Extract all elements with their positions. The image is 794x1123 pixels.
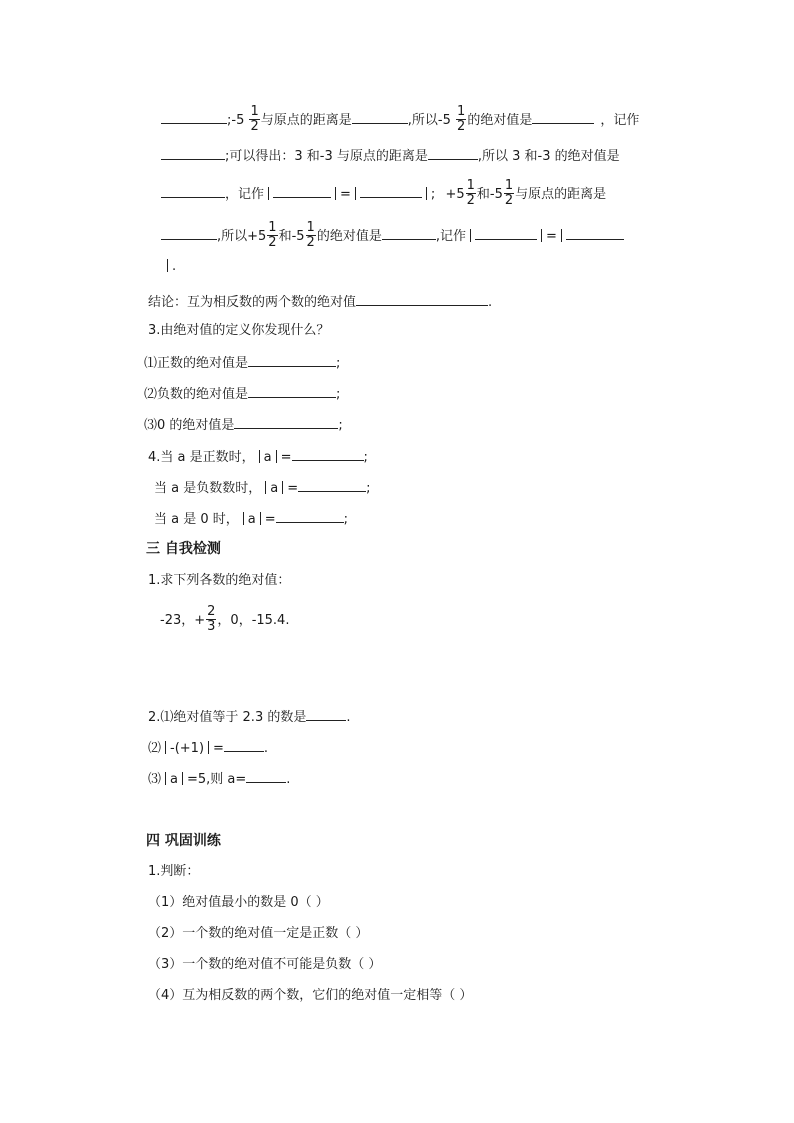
- text: ;-5: [227, 113, 245, 128]
- blank: [306, 706, 346, 721]
- absolute-value-bar: [426, 187, 427, 200]
- blank: [382, 225, 436, 240]
- section-4-item-2: （2）一个数的绝对值一定是正数（ ）: [148, 926, 369, 941]
- fraction-numerator: 1: [250, 104, 259, 119]
- fraction-numerator: 1: [268, 220, 277, 235]
- fraction-half: [267, 221, 277, 250]
- text: a: [270, 481, 279, 496]
- blank: [532, 109, 594, 124]
- absolute-value-bar: [541, 229, 542, 242]
- text: ;: [336, 387, 341, 402]
- text-line-1: [161, 106, 639, 135]
- blank: [566, 225, 624, 240]
- absolute-value-bar: [268, 187, 269, 200]
- absolute-value-bar: [276, 450, 277, 463]
- absolute-value-bar: [165, 772, 166, 785]
- section-3-question-2-line-1: [148, 706, 350, 728]
- text: ;: [336, 356, 341, 371]
- text: -(+1): [170, 741, 205, 756]
- text: .: [286, 772, 291, 787]
- text-line-3: [161, 180, 606, 209]
- absolute-value-bar: [470, 229, 471, 242]
- absolute-value-bar: [243, 512, 244, 525]
- absolute-value-bar: [265, 481, 266, 494]
- blank: [356, 291, 488, 306]
- absolute-value-bar: [167, 259, 168, 272]
- text: ;: [338, 418, 343, 433]
- blank: [298, 477, 366, 492]
- text: .: [488, 295, 493, 310]
- blank: [276, 508, 344, 523]
- blank: [360, 183, 422, 198]
- text: a: [170, 772, 178, 787]
- text: ;: [363, 450, 368, 465]
- text: ,所以-5: [407, 113, 451, 128]
- text: 当 a 是负数数时，: [154, 481, 262, 496]
- blank: [161, 109, 227, 124]
- text: ;: [343, 512, 349, 527]
- absolute-value-bar: [165, 741, 166, 754]
- section-3-question-1-numbers: [160, 606, 289, 635]
- blank: [161, 225, 217, 240]
- section-3-question-1-title: 1.求下列各数的绝对值：: [148, 573, 291, 588]
- section-3-question-2-line-2: [148, 737, 268, 759]
- fraction-half: [466, 179, 476, 208]
- text: =: [287, 481, 299, 496]
- absolute-value-bar: [282, 481, 283, 494]
- fraction-denominator: 2: [457, 119, 466, 134]
- absolute-value-bar: [208, 741, 209, 754]
- section-4-question-1-title: 1.判断：: [148, 864, 200, 879]
- fraction-denominator: 3: [207, 619, 216, 634]
- text: =: [213, 741, 224, 756]
- text: =5,则 a=: [186, 772, 247, 787]
- question-3-item-2: [144, 383, 340, 405]
- section-4-item-3: （3）一个数的绝对值不可能是负数（ ）: [148, 957, 382, 972]
- blank: [161, 145, 225, 160]
- text: ，记作: [225, 187, 265, 202]
- blank: [248, 383, 336, 398]
- text-line-4: [161, 222, 624, 251]
- text: 4.当 a 是正数时，: [148, 450, 255, 465]
- section-4-heading: 四 巩固训练: [146, 833, 221, 849]
- section-4-item-1: （1）绝对值最小的数是 0（ ）: [148, 895, 329, 910]
- fraction-numerator: 1: [466, 178, 475, 193]
- fraction-numerator: 1: [306, 220, 315, 235]
- blank: [352, 109, 408, 124]
- fraction-numerator: 2: [207, 604, 216, 619]
- text: 与原点的距离是: [515, 187, 607, 202]
- text: 的绝对值是: [467, 113, 533, 128]
- question-3-title: 3.由绝对值的定义你发现什么？: [148, 323, 330, 338]
- text: 当 a 是 0 时，: [154, 512, 239, 527]
- fraction-numerator: 1: [457, 104, 466, 119]
- text: =: [264, 512, 276, 527]
- text: 与原点的距离是: [260, 113, 352, 128]
- conclusion: [148, 291, 492, 313]
- blank: [224, 737, 264, 752]
- text: ⑵: [148, 741, 162, 756]
- text-line-2: [161, 145, 620, 167]
- section-3-heading: 三 自我检测: [146, 541, 221, 557]
- question-4-line-3: [154, 508, 348, 530]
- fraction-denominator: 2: [466, 193, 475, 208]
- section-3-question-2-line-3: [148, 768, 290, 790]
- fraction-denominator: 2: [268, 235, 277, 250]
- blank: [234, 414, 338, 429]
- text: ，0，-15.4.: [217, 613, 290, 628]
- blank: [248, 352, 336, 367]
- blank: [161, 183, 225, 198]
- text: .: [346, 710, 351, 725]
- fraction-denominator: 2: [306, 235, 315, 250]
- text: ⑴正数的绝对值是: [144, 356, 249, 371]
- question-3-item-1: [144, 352, 340, 374]
- text: =: [545, 229, 557, 244]
- fraction-half: [249, 105, 259, 134]
- text: -23，+: [160, 613, 206, 628]
- question-4-line-1: [148, 446, 368, 468]
- conclusion-text: 结论：互为相反数的两个数的绝对值: [148, 295, 357, 310]
- text: +5: [445, 187, 465, 202]
- text: ,所以 3 和-3 的绝对值是: [477, 149, 620, 164]
- text: =: [340, 187, 351, 202]
- blank: [273, 183, 331, 198]
- absolute-value-bar: [259, 450, 260, 463]
- absolute-value-bar: [561, 229, 562, 242]
- fraction-numerator: 1: [504, 178, 514, 193]
- section-4-item-4: （4）互为相反数的两个数，它们的绝对值一定相等（ ）: [148, 988, 473, 1003]
- text: ⑶0 的绝对值是: [144, 418, 235, 433]
- text: ,所以+5: [217, 229, 267, 244]
- text: .: [263, 741, 269, 756]
- text: ;: [430, 187, 436, 202]
- text: ⑵负数的绝对值是: [144, 387, 249, 402]
- blank: [246, 768, 286, 783]
- text: a: [263, 450, 272, 465]
- absolute-value-bar: [260, 512, 261, 525]
- absolute-value-bar: [335, 187, 336, 200]
- absolute-value-bar: [355, 187, 356, 200]
- fraction-denominator: 2: [504, 193, 514, 208]
- blank: [428, 145, 478, 160]
- text: ;可以得出：3 和-3 与原点的距离是: [225, 149, 428, 164]
- blank: [292, 446, 364, 461]
- fraction-denominator: 2: [250, 119, 259, 134]
- text: .: [172, 259, 177, 274]
- fraction-half: [504, 179, 514, 208]
- text: ;: [366, 481, 371, 496]
- absolute-value-bar: [182, 772, 183, 785]
- text: ⑶: [148, 772, 162, 787]
- text: 和-5: [278, 229, 305, 244]
- fraction-half: [456, 105, 466, 134]
- text: =: [280, 450, 292, 465]
- fraction-two-thirds: [206, 605, 216, 634]
- fraction-half: [306, 221, 316, 250]
- question-3-item-3: [144, 414, 343, 436]
- text: ，记作: [600, 113, 640, 128]
- question-4-line-2: [154, 477, 371, 499]
- text: 2.⑴绝对值等于 2.3 的数是: [148, 710, 307, 725]
- text: 的绝对值是: [316, 229, 382, 244]
- text: 和-5: [476, 187, 503, 202]
- blank: [475, 225, 537, 240]
- text-line-5: [161, 257, 176, 277]
- text: ,记作: [435, 229, 466, 244]
- text: a: [247, 512, 256, 527]
